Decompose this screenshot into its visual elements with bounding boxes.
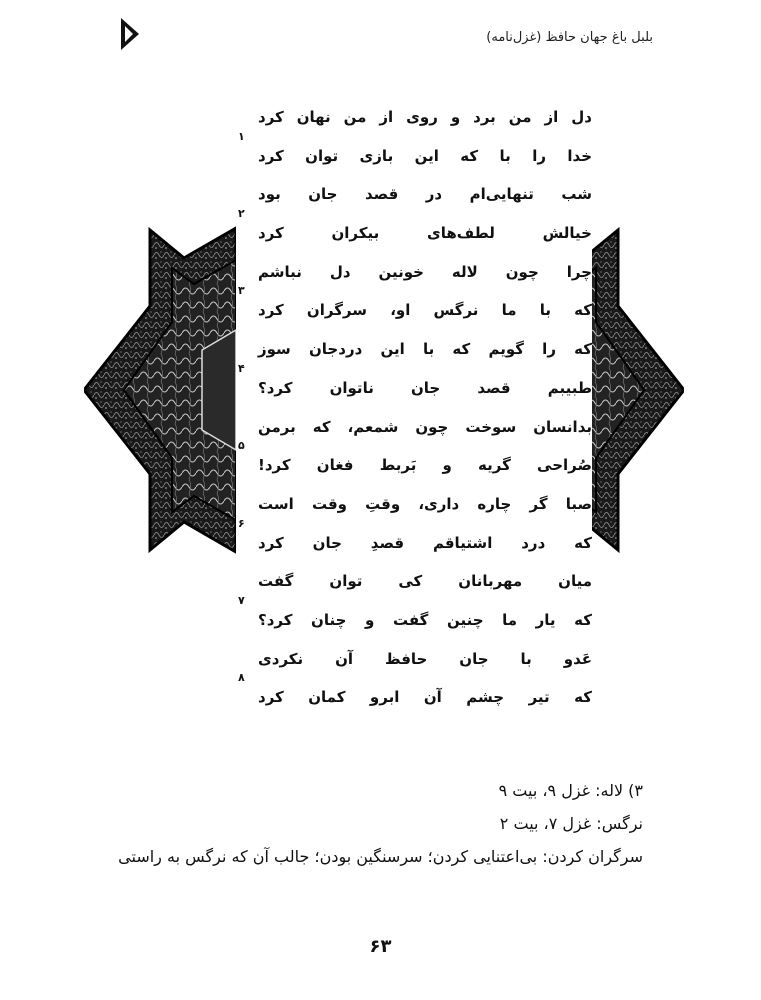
verse-number: ۴	[238, 361, 245, 375]
verse-number: ۳	[238, 284, 245, 298]
verse-number: ۵	[238, 439, 245, 453]
poem-line: بدانسان سوخت چون شمعم، که برمن	[258, 417, 592, 436]
footnote-line: سرگران کردن: بی‌اعتنایی کردن؛ سرسنگین بودن؛ جالب آن که نرگس به راستی	[118, 847, 643, 866]
poem-line: که با ما نرگس او، سرگران کرد ۳	[238, 284, 592, 320]
verse-number: ۸	[238, 671, 245, 685]
poem-line: میان مهربانان کی توان گفت	[258, 572, 592, 591]
poem-line: صبا گر چاره داری، وقتِ وقت است	[258, 494, 592, 513]
poem-line: خدا را با که این بازی توان کرد ۱	[238, 129, 592, 165]
footnote-line: ۳) لاله: غزل ۹، بیت ۹	[498, 781, 643, 800]
poem-line: خیالش لطف‌های بیکران کرد ۲	[238, 207, 592, 243]
footnotes	[83, 774, 643, 873]
poem-line: چرا چون لاله خونین دل نباشم	[258, 262, 592, 281]
poem-line: که یار ما چنین گفت و چنان کرد؟ ۷	[238, 593, 592, 629]
verse-number: ۷	[238, 593, 245, 607]
poem-line: که تیر چشم آن ابرو کمان کرد ۸	[238, 671, 592, 707]
page-number: ۶۳	[369, 936, 392, 957]
verse-number: ۶	[238, 516, 245, 530]
poem-line: شب تنهایی‌ام در قصد جان بود	[258, 185, 592, 204]
poem-line: صُراحی گریه و بَربط فغان کرد! ۵	[238, 439, 592, 475]
verse-number: ۲	[238, 207, 245, 221]
poem-line: که را گویم که با این دردجان سوز	[258, 340, 592, 359]
footnote-line: نرگس: غزل ۷، بیت ۲	[499, 814, 643, 833]
poem-line: طبیبم قصد جان ناتوان کرد؟ ۴	[238, 361, 592, 397]
poem-line: دل از من برد و روی از من نهان کرد	[258, 108, 592, 126]
ghazal-poem	[236, 98, 592, 717]
poem-line: که درد اشتیاقم قصدِ جان کرد ۶	[238, 516, 592, 552]
header-ornament-icon	[117, 16, 143, 52]
verse-number: ۱	[238, 129, 245, 143]
poem-line: عَدو با جان حافظ آن نکردی	[258, 649, 592, 668]
running-title: بلبل باغ جهان حافظ (غزل‌نامه)	[486, 30, 653, 45]
